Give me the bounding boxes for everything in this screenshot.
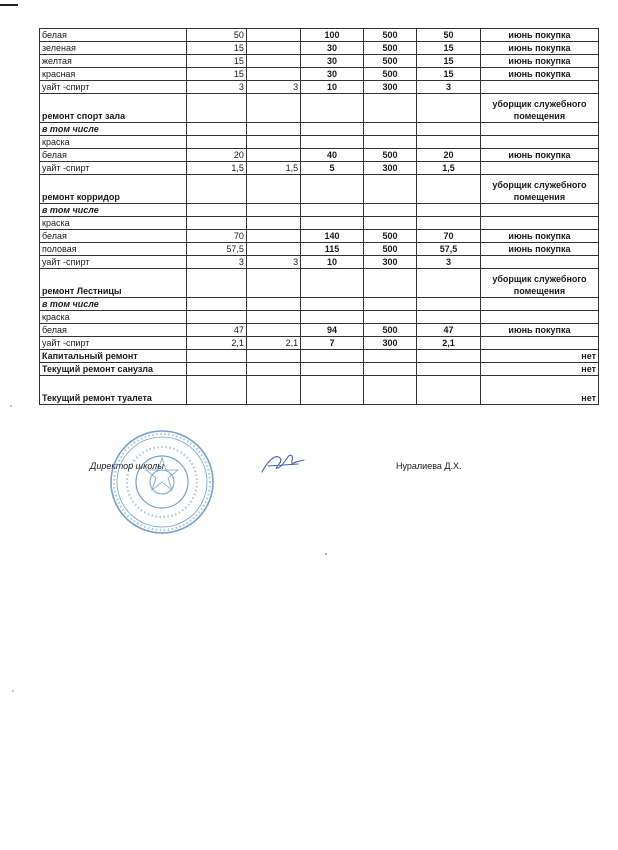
note-cell: июнь покупка	[480, 243, 598, 256]
quantity-alt-cell	[246, 363, 300, 376]
quantity-cell	[187, 350, 247, 363]
quantity-alt-cell	[246, 136, 300, 149]
row-name-cell: в том числе	[40, 298, 187, 311]
amount-cell	[301, 204, 364, 217]
quantity-alt-cell	[246, 204, 300, 217]
quantity-cell: 2,1	[187, 337, 247, 350]
scan-corner-mark	[0, 4, 18, 6]
quantity-cell: 57,5	[187, 243, 247, 256]
price-cell: 300	[363, 162, 416, 175]
note-cell	[480, 256, 598, 269]
row-name-cell: уайт -спирт	[40, 337, 187, 350]
scan-speck	[12, 690, 14, 692]
total-cell	[417, 217, 481, 230]
row-name-cell: в том числе	[40, 123, 187, 136]
amount-cell: 115	[301, 243, 364, 256]
note-cell	[480, 123, 598, 136]
price-cell: 500	[363, 243, 416, 256]
price-cell	[363, 350, 416, 363]
quantity-alt-cell	[246, 350, 300, 363]
total-cell: 57,5	[417, 243, 481, 256]
total-cell: 3	[417, 81, 481, 94]
quantity-cell	[187, 217, 247, 230]
quantity-cell: 1,5	[187, 162, 247, 175]
materials-table	[39, 28, 599, 405]
note-cell	[480, 136, 598, 149]
price-cell: 500	[363, 55, 416, 68]
table-row	[40, 175, 599, 204]
table-row	[40, 29, 599, 42]
quantity-cell: 15	[187, 42, 247, 55]
amount-cell: 7	[301, 337, 364, 350]
quantity-alt-cell: 2,1	[246, 337, 300, 350]
quantity-alt-cell	[246, 376, 300, 405]
note-cell: июнь покупка	[480, 149, 598, 162]
director-label: Директор школы	[90, 461, 164, 471]
table-row	[40, 230, 599, 243]
note-cell: нет	[480, 350, 598, 363]
row-name-cell: красная	[40, 68, 187, 81]
table-row	[40, 162, 599, 175]
total-cell	[417, 363, 481, 376]
total-cell	[417, 350, 481, 363]
row-name-cell: краска	[40, 311, 187, 324]
amount-cell: 30	[301, 55, 364, 68]
row-name-cell: краска	[40, 136, 187, 149]
quantity-alt-cell: 3	[246, 256, 300, 269]
total-cell	[417, 269, 481, 298]
total-cell	[417, 123, 481, 136]
price-cell	[363, 269, 416, 298]
quantity-alt-cell	[246, 123, 300, 136]
note-cell	[480, 217, 598, 230]
amount-cell: 100	[301, 29, 364, 42]
total-cell	[417, 94, 481, 123]
quantity-cell: 3	[187, 256, 247, 269]
price-cell	[363, 94, 416, 123]
materials-table-body	[40, 29, 599, 405]
quantity-cell	[187, 376, 247, 405]
row-name-cell: белая	[40, 29, 187, 42]
note-cell: уборщик служебного помещения	[480, 269, 598, 298]
table-row	[40, 376, 599, 405]
price-cell	[363, 298, 416, 311]
amount-cell	[301, 123, 364, 136]
table-row	[40, 243, 599, 256]
table-row	[40, 123, 599, 136]
quantity-alt-cell	[246, 230, 300, 243]
quantity-alt-cell: 1,5	[246, 162, 300, 175]
row-name-cell: желтая	[40, 55, 187, 68]
row-name-cell: ремонт спорт зала	[40, 94, 187, 123]
quantity-cell	[187, 123, 247, 136]
quantity-alt-cell	[246, 269, 300, 298]
amount-cell	[301, 94, 364, 123]
amount-cell: 5	[301, 162, 364, 175]
table-row	[40, 337, 599, 350]
amount-cell	[301, 376, 364, 405]
note-cell: уборщик служебного помещения	[480, 94, 598, 123]
quantity-alt-cell	[246, 324, 300, 337]
note-cell: июнь покупка	[480, 42, 598, 55]
table-row	[40, 217, 599, 230]
total-cell: 15	[417, 55, 481, 68]
quantity-alt-cell	[246, 94, 300, 123]
quantity-cell: 15	[187, 55, 247, 68]
row-name-cell: зеленая	[40, 42, 187, 55]
note-cell: июнь покупка	[480, 55, 598, 68]
row-name-cell: уайт -спирт	[40, 256, 187, 269]
price-cell	[363, 136, 416, 149]
note-cell	[480, 162, 598, 175]
quantity-cell: 50	[187, 29, 247, 42]
note-cell	[480, 337, 598, 350]
quantity-alt-cell	[246, 298, 300, 311]
price-cell: 300	[363, 81, 416, 94]
amount-cell	[301, 136, 364, 149]
quantity-alt-cell: 3	[246, 81, 300, 94]
amount-cell	[301, 311, 364, 324]
scan-speck	[325, 553, 327, 555]
row-name-cell: белая	[40, 230, 187, 243]
amount-cell: 30	[301, 42, 364, 55]
amount-cell: 40	[301, 149, 364, 162]
note-cell	[480, 298, 598, 311]
table-row	[40, 363, 599, 376]
quantity-cell: 3	[187, 81, 247, 94]
note-cell: июнь покупка	[480, 29, 598, 42]
price-cell	[363, 175, 416, 204]
row-name-cell: уайт -спирт	[40, 162, 187, 175]
quantity-alt-cell	[246, 42, 300, 55]
table-row	[40, 149, 599, 162]
table-row	[40, 311, 599, 324]
quantity-alt-cell	[246, 311, 300, 324]
row-name-cell: Текущий ремонт санузла	[40, 363, 187, 376]
row-name-cell: Капитальный ремонт	[40, 350, 187, 363]
table-row	[40, 55, 599, 68]
total-cell: 3	[417, 256, 481, 269]
row-name-cell: ремонт Лестницы	[40, 269, 187, 298]
quantity-cell: 70	[187, 230, 247, 243]
quantity-cell	[187, 204, 247, 217]
note-cell	[480, 81, 598, 94]
note-cell: уборщик служебного помещения	[480, 175, 598, 204]
total-cell: 47	[417, 324, 481, 337]
total-cell: 15	[417, 68, 481, 81]
row-name-cell: краска	[40, 217, 187, 230]
price-cell	[363, 123, 416, 136]
table-row	[40, 256, 599, 269]
table-row	[40, 298, 599, 311]
quantity-alt-cell	[246, 149, 300, 162]
total-cell	[417, 376, 481, 405]
quantity-cell	[187, 363, 247, 376]
note-cell	[480, 311, 598, 324]
quantity-cell: 47	[187, 324, 247, 337]
quantity-cell	[187, 94, 247, 123]
total-cell: 20	[417, 149, 481, 162]
row-name-cell: уайт -спирт	[40, 81, 187, 94]
amount-cell	[301, 363, 364, 376]
amount-cell	[301, 269, 364, 298]
price-cell	[363, 204, 416, 217]
director-signature	[258, 448, 306, 476]
quantity-alt-cell	[246, 68, 300, 81]
price-cell: 500	[363, 230, 416, 243]
note-cell: нет	[480, 376, 598, 405]
total-cell: 70	[417, 230, 481, 243]
director-name: Нуралиева Д.Х.	[396, 461, 462, 471]
price-cell: 500	[363, 324, 416, 337]
price-cell: 300	[363, 256, 416, 269]
amount-cell	[301, 350, 364, 363]
amount-cell: 140	[301, 230, 364, 243]
price-cell: 300	[363, 337, 416, 350]
row-name-cell: Текущий ремонт туалета	[40, 376, 187, 405]
school-seal-stamp	[108, 428, 216, 536]
quantity-cell	[187, 298, 247, 311]
total-cell: 2,1	[417, 337, 481, 350]
note-cell: июнь покупка	[480, 68, 598, 81]
amount-cell	[301, 175, 364, 204]
price-cell	[363, 311, 416, 324]
quantity-cell	[187, 175, 247, 204]
total-cell	[417, 311, 481, 324]
note-cell: нет	[480, 363, 598, 376]
total-cell	[417, 298, 481, 311]
row-name-cell: в том числе	[40, 204, 187, 217]
table-row	[40, 94, 599, 123]
quantity-alt-cell	[246, 55, 300, 68]
price-cell: 500	[363, 42, 416, 55]
total-cell: 1,5	[417, 162, 481, 175]
table-row	[40, 350, 599, 363]
total-cell	[417, 175, 481, 204]
quantity-alt-cell	[246, 29, 300, 42]
quantity-cell	[187, 311, 247, 324]
total-cell	[417, 204, 481, 217]
price-cell	[363, 217, 416, 230]
amount-cell	[301, 217, 364, 230]
row-name-cell: половая	[40, 243, 187, 256]
quantity-alt-cell	[246, 243, 300, 256]
table-row	[40, 204, 599, 217]
amount-cell: 30	[301, 68, 364, 81]
total-cell: 50	[417, 29, 481, 42]
price-cell: 500	[363, 68, 416, 81]
amount-cell: 10	[301, 81, 364, 94]
scan-speck	[10, 405, 12, 407]
note-cell: июнь покупка	[480, 230, 598, 243]
row-name-cell: белая	[40, 149, 187, 162]
price-cell: 500	[363, 29, 416, 42]
price-cell: 500	[363, 149, 416, 162]
row-name-cell: ремонт корридор	[40, 175, 187, 204]
table-row	[40, 68, 599, 81]
note-cell: июнь покупка	[480, 324, 598, 337]
amount-cell: 10	[301, 256, 364, 269]
table-row	[40, 324, 599, 337]
amount-cell: 94	[301, 324, 364, 337]
table-row	[40, 136, 599, 149]
quantity-cell: 15	[187, 68, 247, 81]
quantity-cell	[187, 269, 247, 298]
quantity-cell	[187, 136, 247, 149]
price-cell	[363, 376, 416, 405]
table-row	[40, 42, 599, 55]
amount-cell	[301, 298, 364, 311]
table-row	[40, 269, 599, 298]
quantity-alt-cell	[246, 175, 300, 204]
table-row	[40, 81, 599, 94]
quantity-alt-cell	[246, 217, 300, 230]
quantity-cell: 20	[187, 149, 247, 162]
row-name-cell: белая	[40, 324, 187, 337]
price-cell	[363, 363, 416, 376]
total-cell	[417, 136, 481, 149]
note-cell	[480, 204, 598, 217]
total-cell: 15	[417, 42, 481, 55]
